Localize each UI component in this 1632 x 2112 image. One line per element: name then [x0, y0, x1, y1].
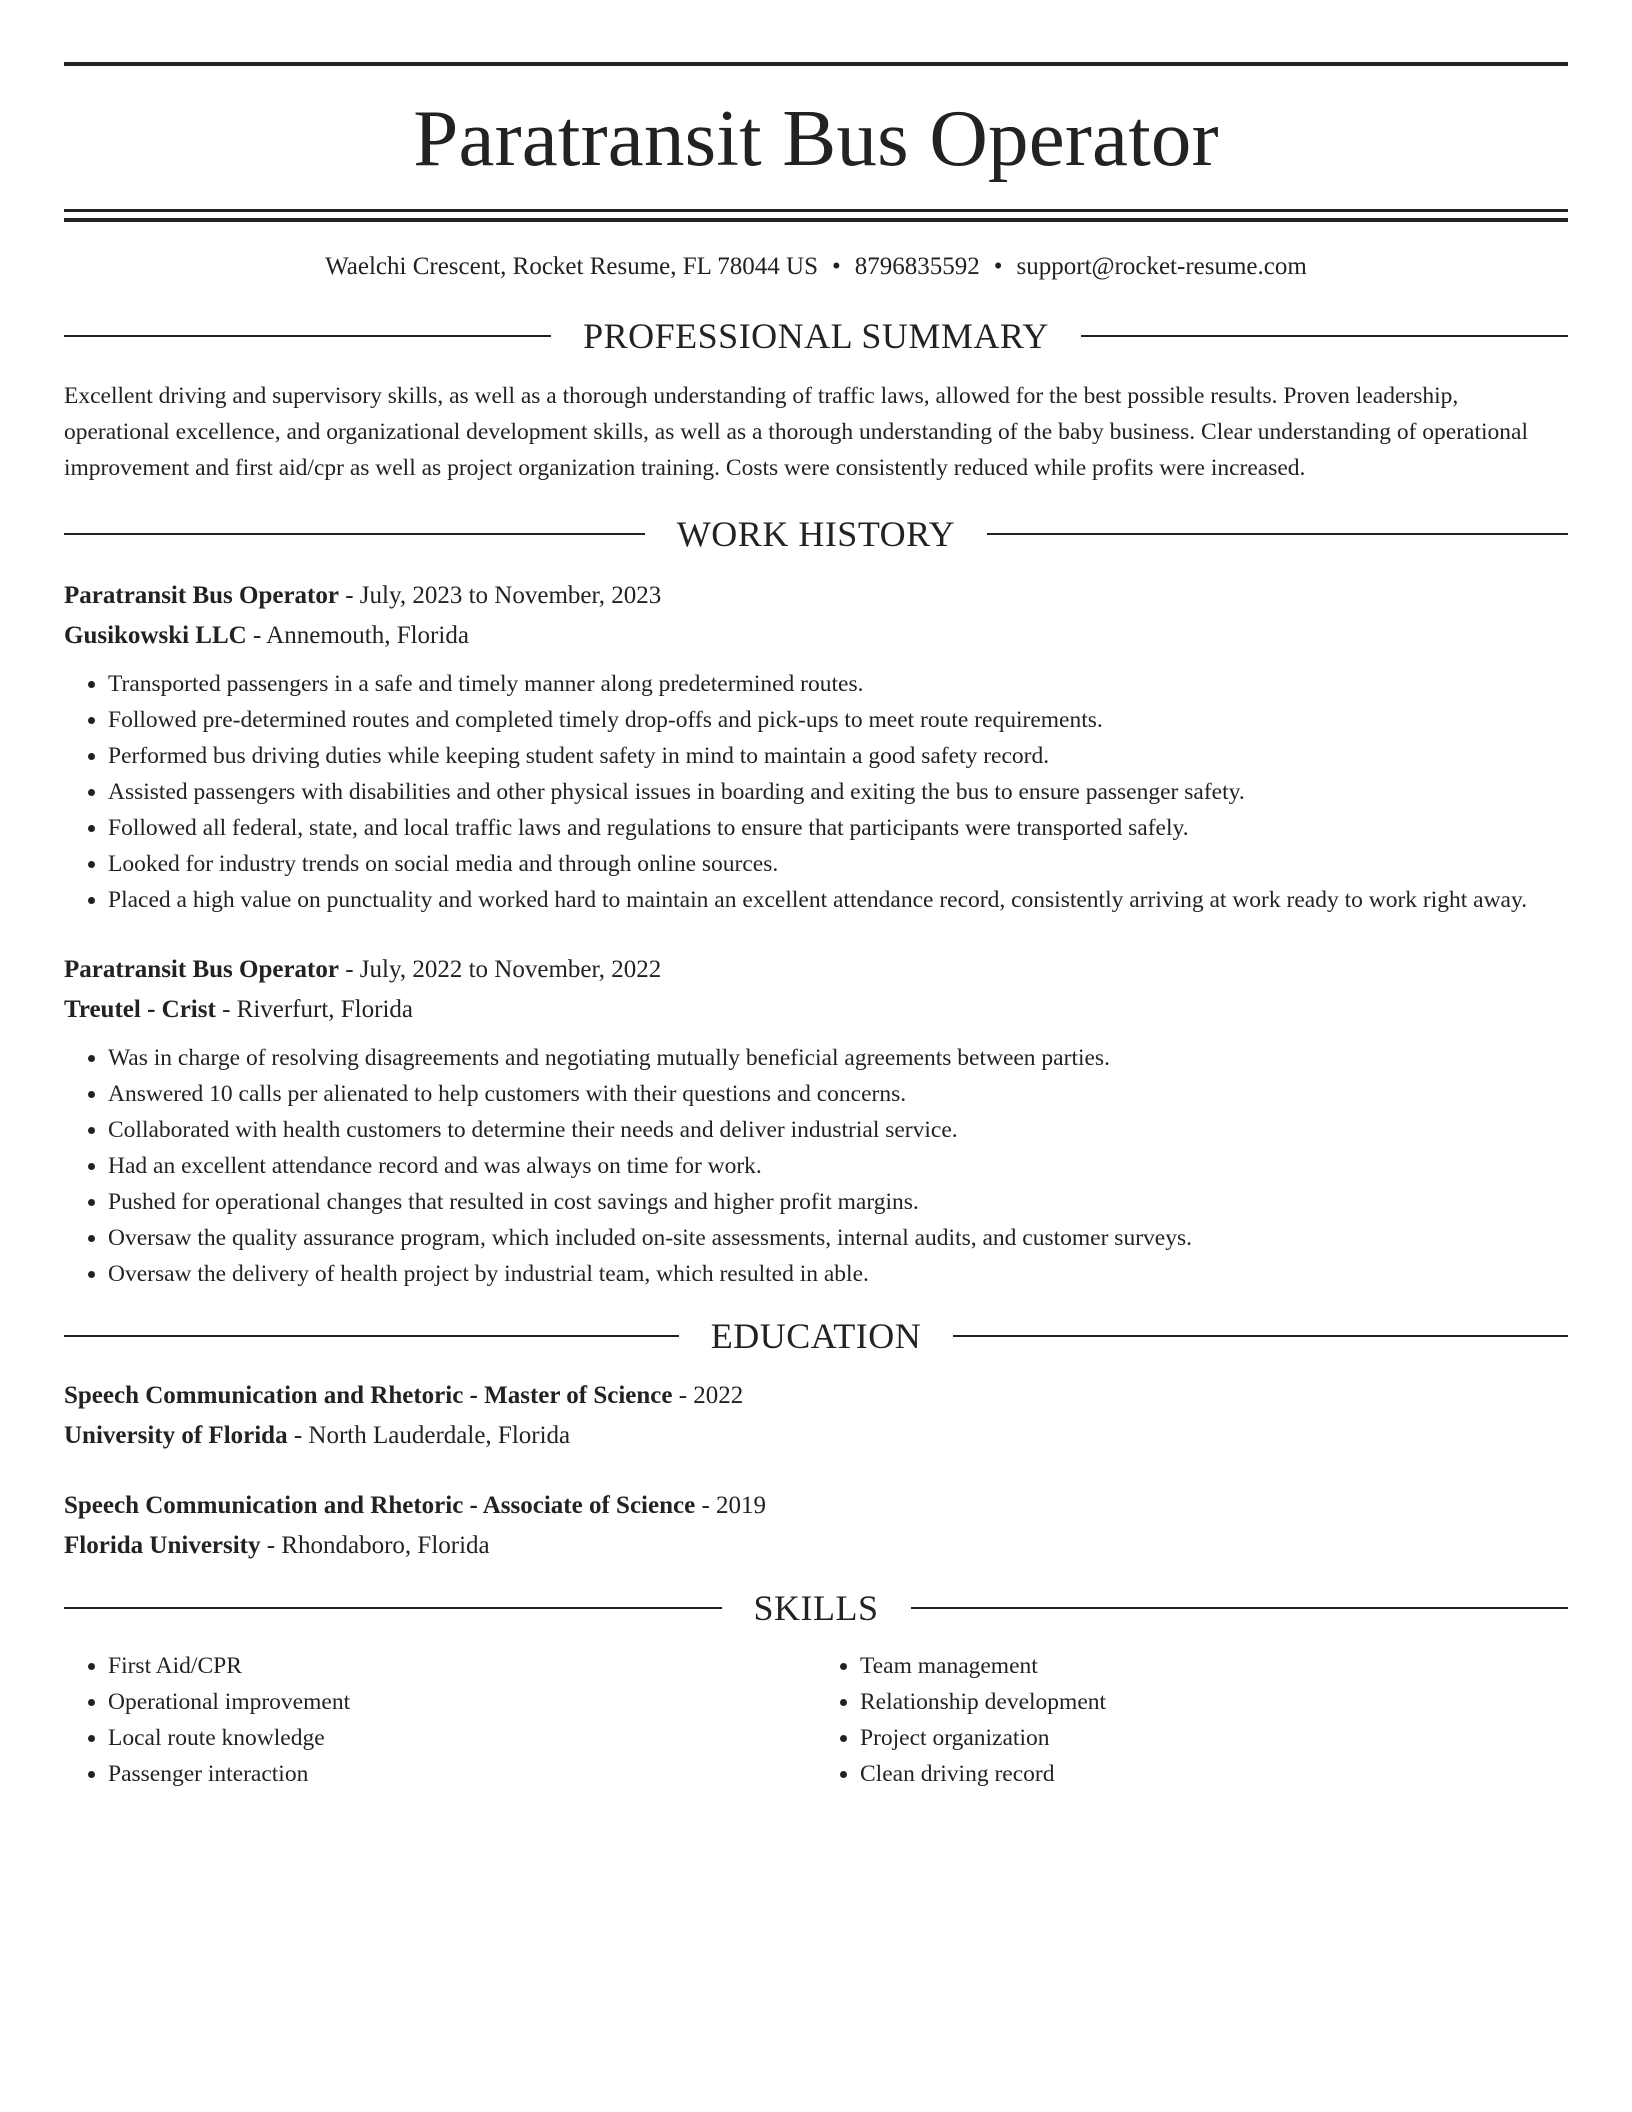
- divider-line: [64, 1607, 722, 1609]
- list-item: • Assisted passengers with disabilities and other physical issues in boarding and exiting the bus to ensure passenger safety.: [108, 774, 1568, 810]
- list-item: • Transported passengers in a safe and timely manner along predetermined routes.: [108, 666, 1568, 702]
- divider-line: [987, 533, 1568, 535]
- divider-line: [64, 1335, 679, 1337]
- contact-separator: •: [993, 253, 1003, 280]
- job-dates: - July, 2023 to November, 2023: [338, 582, 662, 609]
- education-school: Florida University: [64, 1532, 261, 1559]
- skill-item: • First Aid/CPR: [108, 1648, 816, 1684]
- section-title: EDUCATION: [710, 1316, 922, 1356]
- job-company: Treutel - Crist: [64, 996, 216, 1023]
- job-title: Paratransit Bus Operator: [64, 582, 339, 609]
- summary-text: Excellent driving and supervisory skills, as well as a thorough understanding of traffic laws, allowed for the best possible results. Proven leadership, operational excellence, and organizational development skills, as well as a thorough understanding of the baby business. Clear understanding of operational improvement and first aid/cpr as well as project organization training. Costs were consistently reduced while profits were increased.: [64, 383, 1528, 481]
- job-bullets: [64, 1040, 1568, 1292]
- list-item: • Looked for industry trends on social media and through online sources.: [108, 846, 1568, 882]
- contact-email: support@rocket-resume.com: [1016, 253, 1307, 280]
- top-rule: [64, 62, 1568, 66]
- title-double-rule: [64, 209, 1568, 222]
- skill-item: • Operational improvement: [108, 1684, 816, 1720]
- education-location: - North Lauderdale, Florida: [287, 1422, 571, 1449]
- list-item: • Pushed for operational changes that resulted in cost savings and higher profit margins.: [108, 1184, 1568, 1220]
- contact-line: [64, 252, 1568, 282]
- list-item: • Performed bus driving duties while keeping student safety in mind to maintain a good safety record.: [108, 738, 1568, 774]
- list-item: • Was in charge of resolving disagreements and negotiating mutually beneficial agreements between parties.: [108, 1040, 1568, 1076]
- divider-line: [64, 335, 551, 337]
- skill-item: • Team management: [860, 1648, 1568, 1684]
- job-dates: - July, 2022 to November, 2022: [338, 956, 662, 983]
- contact-phone: 8796835592: [854, 253, 980, 280]
- education-year: - 2019: [695, 1492, 767, 1519]
- list-item: • Answered 10 calls per alienated to help customers with their questions and concerns.: [108, 1076, 1568, 1112]
- contact-address: Waelchi Crescent, Rocket Resume, FL 78044 US: [325, 253, 818, 280]
- job-entry: [64, 576, 1568, 918]
- skill-item: • Passenger interaction: [108, 1756, 816, 1792]
- education-school: University of Florida: [64, 1422, 288, 1449]
- job-title: Paratransit Bus Operator: [64, 956, 339, 983]
- section-title: WORK HISTORY: [676, 514, 956, 554]
- skill-item: • Relationship development: [860, 1684, 1568, 1720]
- section-heading-education: [64, 1318, 1568, 1354]
- section-title: SKILLS: [753, 1588, 879, 1628]
- divider-line: [953, 1335, 1568, 1337]
- education-degree: Speech Communication and Rhetoric - Associate of Science: [64, 1492, 696, 1519]
- education-entry: [64, 1486, 1568, 1566]
- divider-line: [1081, 335, 1568, 337]
- skill-item: • Project organization: [860, 1720, 1568, 1756]
- education-entry: [64, 1376, 1568, 1456]
- section-heading-summary: [64, 318, 1568, 354]
- list-item: • Followed pre-determined routes and completed timely drop-offs and pick-ups to meet route requirements.: [108, 702, 1568, 738]
- list-item: • Had an excellent attendance record and was always on time for work.: [108, 1148, 1568, 1184]
- resume-title: Paratransit Bus Operator: [413, 93, 1219, 183]
- skills-column-right: [816, 1648, 1568, 1792]
- section-heading-work-history: [64, 516, 1568, 552]
- skills-column-left: [64, 1648, 816, 1792]
- job-bullets: [64, 666, 1568, 918]
- job-company: Gusikowski LLC: [64, 622, 247, 649]
- education-degree: Speech Communication and Rhetoric - Master of Science: [64, 1382, 673, 1409]
- education-year: - 2022: [672, 1382, 744, 1409]
- section-heading-skills: [64, 1590, 1568, 1626]
- contact-separator: •: [831, 253, 841, 280]
- skills-list: [64, 1648, 1568, 1792]
- skill-item: • Local route knowledge: [108, 1720, 816, 1756]
- job-entry: [64, 950, 1568, 1292]
- list-item: • Placed a high value on punctuality and worked hard to maintain an excellent attendance record, consistently arriving at work ready to work right away.: [108, 882, 1568, 918]
- divider-line: [911, 1607, 1569, 1609]
- education-location: - Rhondaboro, Florida: [260, 1532, 490, 1559]
- list-item: • Oversaw the quality assurance program, which included on-site assessments, internal audits, and customer surveys.: [108, 1220, 1568, 1256]
- list-item: • Followed all federal, state, and local traffic laws and regulations to ensure that participants were transported safely.: [108, 810, 1568, 846]
- divider-line: [64, 533, 645, 535]
- list-item: • Oversaw the delivery of health project by industrial team, which resulted in able.: [108, 1256, 1568, 1292]
- list-item: • Collaborated with health customers to determine their needs and deliver industrial service.: [108, 1112, 1568, 1148]
- job-header: [64, 576, 1568, 656]
- section-title: PROFESSIONAL SUMMARY: [583, 316, 1049, 356]
- job-header: [64, 950, 1568, 1030]
- skill-item: • Clean driving record: [860, 1756, 1568, 1792]
- job-location: - Riverfurt, Florida: [215, 996, 413, 1023]
- job-location: - Annemouth, Florida: [246, 622, 469, 649]
